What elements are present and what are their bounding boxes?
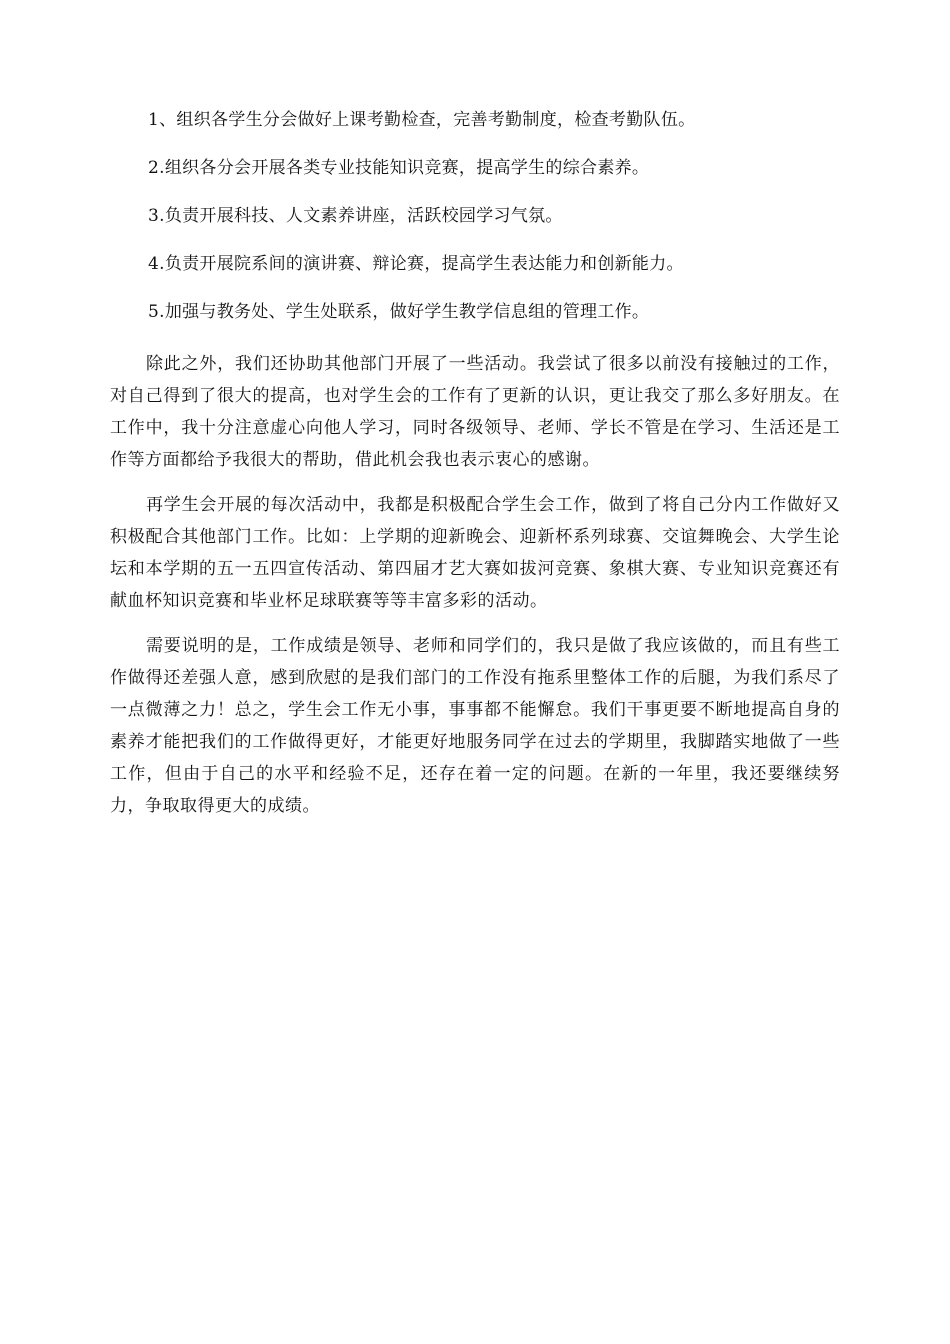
- paragraph-other-activities: 除此之外，我们还协助其他部门开展了一些活动。我尝试了很多以前没有接触过的工作，对自己得到了很大的提高，也对学生会的工作有了更新的认识，更让我交了那么多好朋友。在工作中，我十分注意虚心向他人学习，同时各级领导、老师、学长不管是在学习、生活还是工作等方面都给予我很大的帮助，借此机会我也表示衷心的感谢。: [110, 354, 840, 470]
- duty-list: [110, 108, 840, 324]
- list-item: 1、组织各学生分会做好上课考勤检查，完善考勤制度，检查考勤队伍。: [148, 110, 696, 130]
- list-item: 5.加强与教务处、学生处联系，做好学生教学信息组的管理工作。: [148, 302, 650, 322]
- list-item: 3.负责开展科技、人文素养讲座，活跃校园学习气氛。: [148, 206, 563, 226]
- list-item: 2.组织各分会开展各类专业技能知识竞赛，提高学生的综合素养。: [148, 158, 650, 178]
- list-item: 4.负责开展院系间的演讲赛、辩论赛，提高学生表达能力和创新能力。: [148, 254, 684, 274]
- paragraph-summary: 需要说明的是，工作成绩是领导、老师和同学们的，我只是做了我应该做的，而且有些工作做得还差强人意，感到欣慰的是我们部门的工作没有拖系里整体工作的后腿，为我们系尽了一点微薄之力！总之，学生会工作无小事，事事都不能懈怠。我们干事更要不断地提高自身的素养才能把我们的工作做得更好，才能更好地服务同学在过去的学期里，我脚踏实地做了一些工作，但由于自己的水平和经验不足，还存在着一定的问题。在新的一年里，我还要继续努力，争取取得更大的成绩。: [110, 636, 840, 816]
- paragraph-event-participation: 再学生会开展的每次活动中，我都是积极配合学生会工作，做到了将自己分内工作做好又积极配合其他部门工作。比如：上学期的迎新晚会、迎新杯系列球赛、交谊舞晚会、大学生论坛和本学期的五一五四宣传活动、第四届才艺大赛如拔河竞赛、象棋大赛、专业知识竞赛还有献血杯知识竞赛和毕业杯足球联赛等等丰富多彩的活动。: [110, 495, 840, 611]
- document-page: [110, 108, 840, 835]
